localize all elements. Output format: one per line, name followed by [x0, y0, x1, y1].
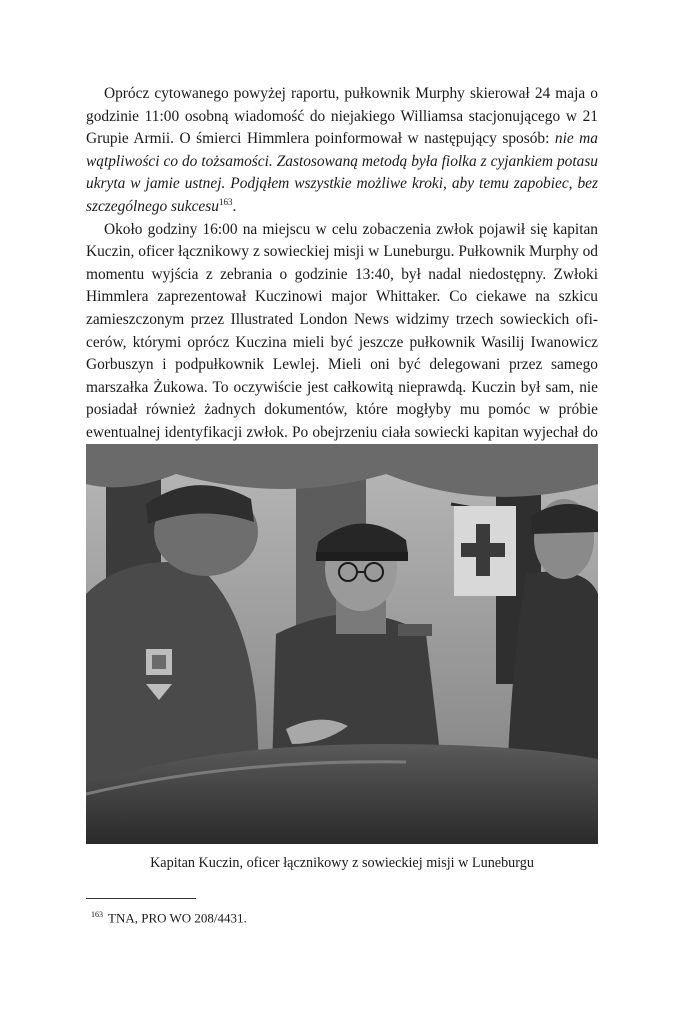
footnote-divider — [86, 898, 196, 899]
quoted-message: nie ma wątpliwości co do tożsamości. Zastosowaną metodą była fiolka z cyjankiem potasu ukryta w jamie ustnej. Podjąłem wszystkie możliwe kroki, aby temu zapobiec, bez szczególnego sukcesu — [86, 130, 598, 215]
footnote-number: 163 — [91, 910, 103, 919]
footnote-reference[interactable]: 163 — [218, 196, 233, 207]
red-cross-flag — [451, 504, 516, 596]
body-text — [86, 83, 598, 467]
paragraph-1-text: Oprócz cytowanego powyżej raportu, pułkownik Murphy skierował 24 maja o godzinie 11:00 osobną wiadomość do niejakiego Williamsa stacjonującego w 21 Grupie Armii. O śmierci Himmlera poinformował w następujący sposób: — [86, 85, 598, 148]
footnote — [91, 906, 247, 927]
photo-caption: Kapitan Kuczin, oficer łącznikowy z sowieckiej misji w Luneburgu — [150, 855, 534, 871]
paragraph-1-end: . — [232, 197, 237, 215]
historical-photo — [86, 444, 598, 844]
footnote-text: TNA, PRO WO 208/4431. — [108, 910, 247, 926]
photo-illustration — [86, 444, 598, 844]
paragraph-2: Około godziny 16:00 na miejscu w celu zobaczenia zwłok pojawił się kapitan Kuczin, oficer łącznikowy z sowieckiej misji w Luneburgu. Pułkownik Murphy od momentu wyjścia z zebrania o godzinie 13:40, był nadal niedostępny. Zwłoki Himmlera zaprezentował Kuczinowi major Whittaker. Co ciekawe na szkicu zamieszczonym przez Illustrated London News widzimy trzech sowieckich oficerów, którymi oprócz Kuczina mieli być jeszcze pułkownik Wasilij Iwanowicz Gorbuszyn i podpułkownik Lewlej. Mieli oni być delegowani przez samego marszałka Żukowa. To oczywiście jest całkowitą nieprawdą. Kuczin był sam, nie posiadał również żadnych dokumentów, które mogłyby mu pomóc w próbie ewentualnej identyfikacji zwłok. Po obejrzeniu ciała sowiecki kapitan wyjechał do — [86, 220, 598, 441]
paragraph-1 — [86, 83, 598, 219]
